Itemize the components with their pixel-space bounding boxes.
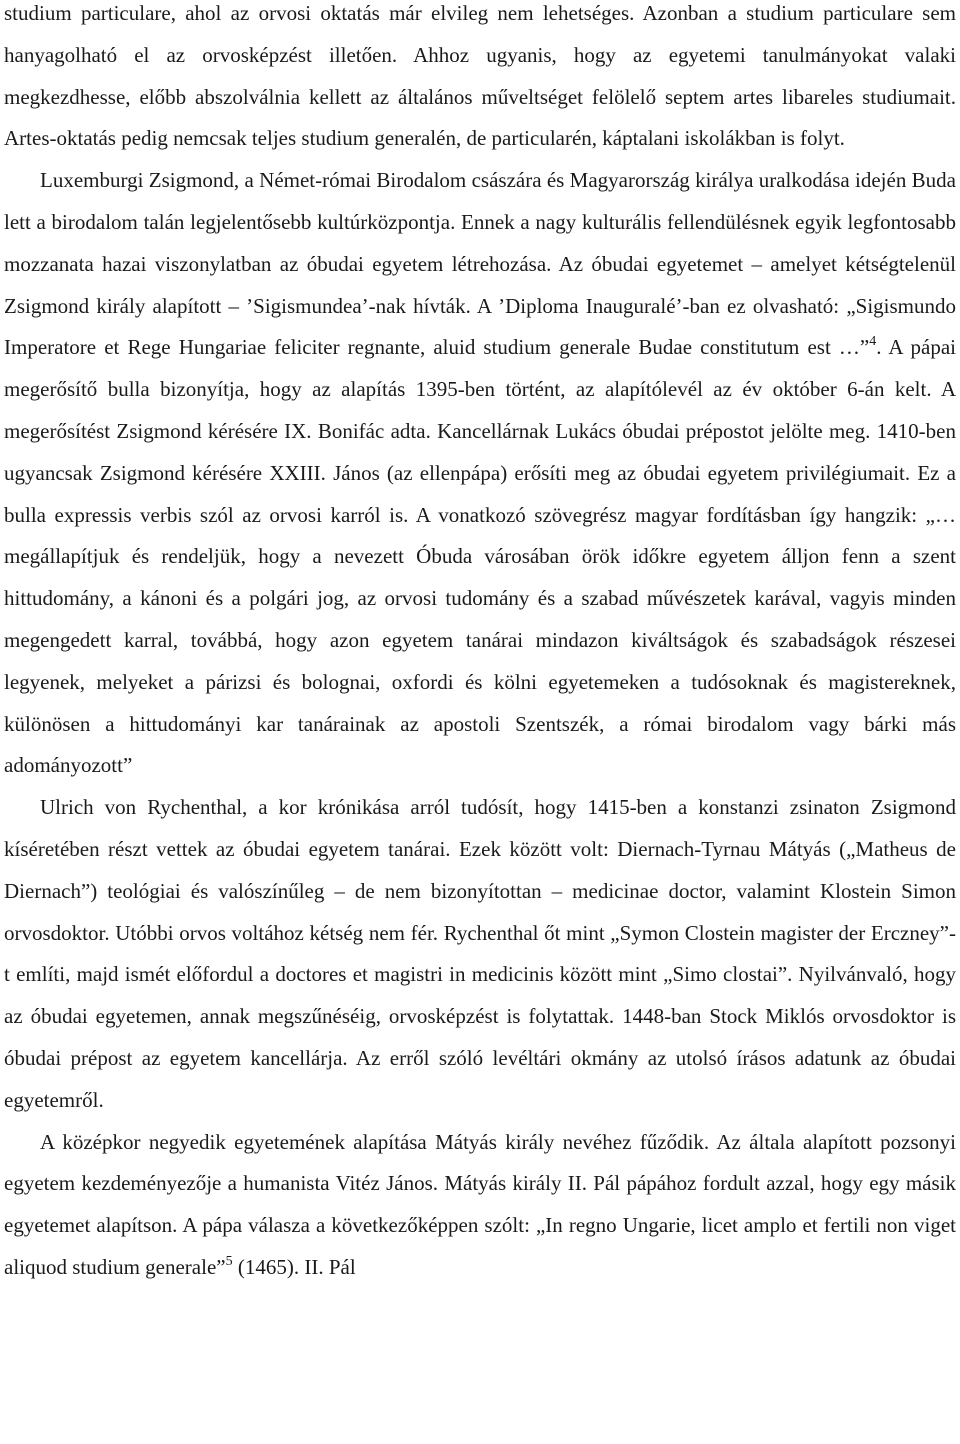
paragraph-1 [4, 0, 956, 160]
paragraph-3-text: Ulrich von Rychenthal, a kor krónikása arról tudósít, hogy 1415-ben a konstanzi zsinaton Zsigmond kíséretében részt vettek az óbudai egyetem tanárai. Ezek között volt: Diernach-Tyrnau Mátyás („Matheus de Diernach”) teológiai és valószínűleg – de nem bizonyítottan – medicinae doctor, valamint Klostein Simon orvosdoktor. Utóbbi orvos voltához kétség nem fér. Rychenthal őt mint „Symon Clostein magister der Erczney”-t említi, majd ismét előfordul a doctores et magistri in medicinis között mint „Simo clostai”. Nyilvánvaló, hogy az óbudai egyetemen, annak megszűnéséig, orvosképzést is folytattak. 1448-ban Stock Miklós orvosdoktor is óbudai prépost az egyetem kancellárja. Az erről szóló levéltári okmány az utolsó írásos adatunk az óbudai egyetemről. [4, 795, 956, 1112]
paragraph-4-text-b: (1465). II. Pál [232, 1254, 356, 1279]
paragraph-2-text-b: . A pápai megerősítő bulla bizonyítja, hogy az alapítás 1395-ben történt, az alapítólevél az év október 6-án kelt. A megerősítést Zsigmond kérésére IX. Bonifác adta. Kancellárnak Lukács óbudai prépostot jelölte meg. 1410-ben ugyancsak Zsigmond kérésére XXIII. János (az ellenpápa) erősíti meg az óbudai egyetem privilégiumait. Ez a bulla expressis verbis szól az orvosi karról is. A vonatkozó szövegrész magyar fordításban így hangzik: „…megállapítjuk és rendeljük, hogy a nevezett Óbuda városában örök időkre egyetem álljon fenn a szent hittudomány, a kánoni és a polgári jog, az orvosi tudomány és a szabad művészetek karával, vagyis minden megengedett karral, továbbá, hogy azon egyetem tanárai mindazon kiváltságok és szabadságok részesei legyenek, melyeket a párizsi és bolognai, oxfordi és kölni egyetemeken a tudósoknak és magistereknek, különösen a hittudományi kar tanárainak az apostoli Szentszék, a római birodalom vagy bárki más adományozott” [4, 335, 957, 778]
paragraph-2-text-a: Luxemburgi Zsigmond, a Német-római Birodalom császára és Magyarország királya uralkodása idején Buda lett a birodalom talán legjelentősebb kultúrközpontja. Ennek a nagy kulturális fellendülésnek egyik legfontosabb mozzanata hazai viszonylatban az óbudai egyetem létrehozása. Az óbudai egyetemet – amelyet kétségtelenül Zsigmond király alapított – ’Sigismundea’-nak hívták. A ’Diploma Inauguralé’-ban ez olvasható: „Sigismundo Imperatore et Rege Hungariae feliciter regnante, aluid studium generale Budae constitutum est …” [4, 168, 956, 360]
paragraph-4-text-a: A középkor negyedik egyetemének alapítása Mátyás király nevéhez fűződik. Az általa alapított pozsonyi egyetem kezdeményezője a humanista Vitéz János. Mátyás király II. Pál pápához fordult azzal, hogy egy másik egyetemet alapítson. A pápa válasza a következőképpen szólt: „In regno Ungarie, licet amplo et fertili non viget aliquod studium generale” [4, 1129, 956, 1279]
footnote-ref-4: 4 [869, 334, 877, 350]
paragraph-3 [4, 787, 956, 1121]
paragraph-2 [4, 160, 956, 787]
paragraph-4 [4, 1122, 956, 1289]
paragraph-1-text: studium particulare, ahol az orvosi oktatás már elvileg nem lehetséges. Azonban a studium particulare sem hanyagolható el az orvosképzést illetően. Ahhoz ugyanis, hogy az egyetemi tanulmányokat valaki megkezdhesse, előbb abszolválnia kellett az általános műveltséget felölelő septem artes libareles studiumait. Artes-oktatás pedig nemcsak teljes studium generalén, de particularén, káptalani iskolákban is folyt. [4, 1, 956, 151]
footnote-ref-5: 5 [225, 1253, 233, 1269]
